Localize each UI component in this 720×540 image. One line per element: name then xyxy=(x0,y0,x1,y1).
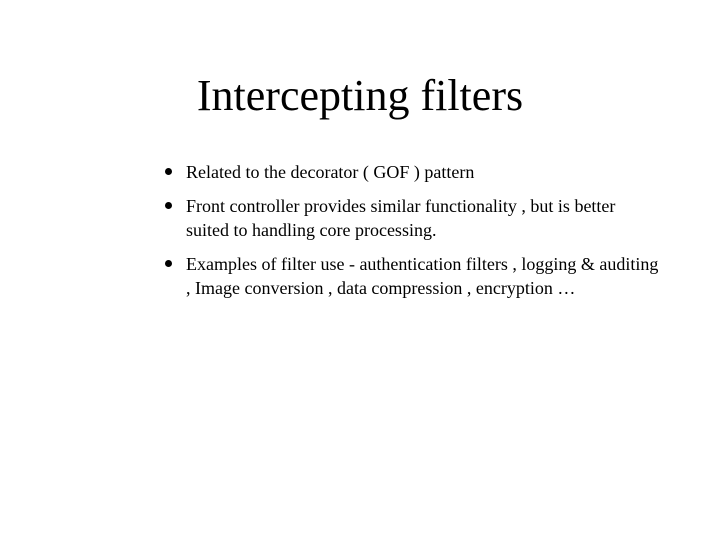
bullet-text: Related to the decorator ( GOF ) pattern xyxy=(186,162,475,182)
bullet-item xyxy=(162,252,662,300)
bullet-item xyxy=(162,160,662,184)
bullet-text: Examples of filter use - authentication filters , logging & auditing , Image conversion , data compression , encryption … xyxy=(186,254,659,298)
slide-title: Intercepting filters xyxy=(196,71,524,120)
bullet-text: Front controller provides similar functionality , but is better suited to handling core processing. xyxy=(186,196,616,240)
bullet-list xyxy=(162,160,662,310)
bullet-dot-icon xyxy=(165,168,172,175)
bullet-dot-icon xyxy=(165,202,172,209)
bullet-item xyxy=(162,194,662,242)
bullet-dot-icon xyxy=(165,260,172,267)
